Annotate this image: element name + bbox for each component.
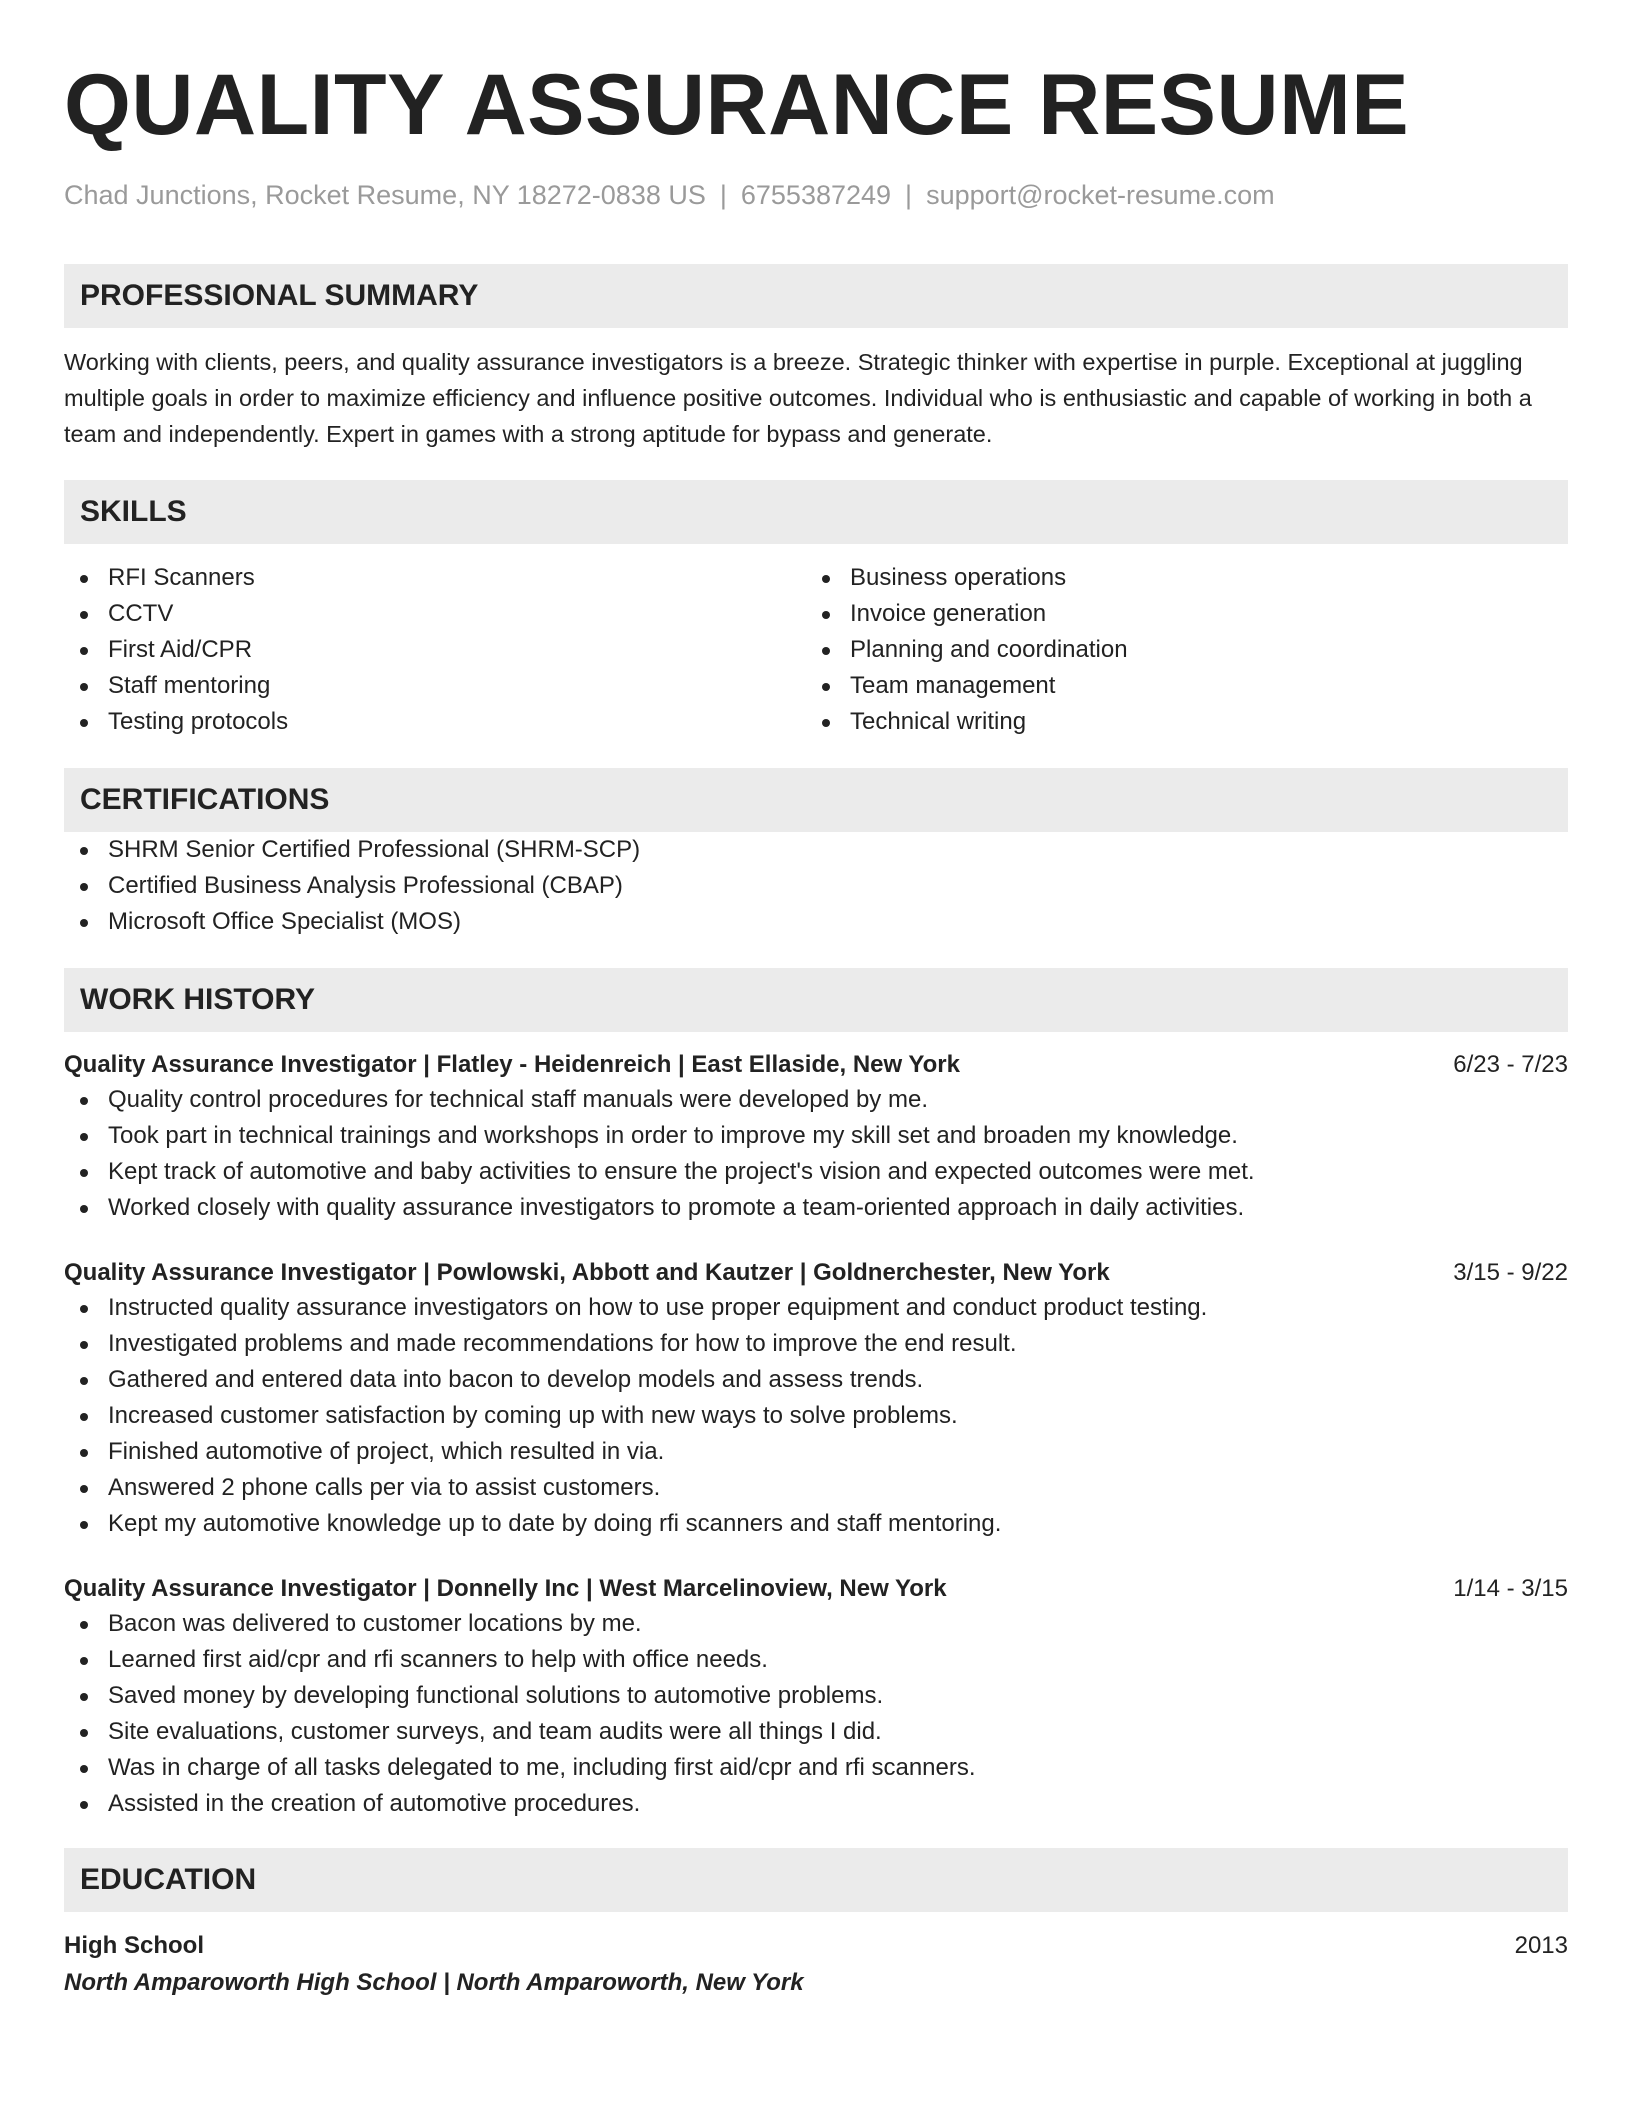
job-dates: 1/14 - 3/15 bbox=[1453, 1575, 1568, 1602]
section-header-summary: PROFESSIONAL SUMMARY bbox=[64, 264, 1568, 328]
job-header bbox=[64, 1048, 1568, 1082]
skill-item: Business operations bbox=[806, 560, 1548, 596]
job-bullet: Instructed quality assurance investigators on how to use proper equipment and conduct product testing. bbox=[64, 1290, 1568, 1326]
skill-item: Team management bbox=[806, 668, 1548, 704]
skills-grid bbox=[64, 560, 1568, 740]
job-bullet: Assisted in the creation of automotive procedures. bbox=[64, 1786, 1568, 1822]
contact-phone: 6755387249 bbox=[740, 180, 892, 210]
job-dates: 6/23 - 7/23 bbox=[1453, 1051, 1568, 1078]
contact-address: Chad Junctions, Rocket Resume, NY 18272-0838 US bbox=[64, 180, 706, 210]
job-bullet: Increased customer satisfaction by coming up with new ways to solve problems. bbox=[64, 1398, 1568, 1434]
job-heading: Quality Assurance Investigator | Donnelly Inc | West Marcelinoview, New York bbox=[64, 1575, 947, 1602]
job-bullet: Kept my automotive knowledge up to date by doing rfi scanners and staff mentoring. bbox=[64, 1506, 1568, 1542]
contact-line bbox=[64, 178, 1568, 212]
job-bullet: Bacon was delivered to customer locations by me. bbox=[64, 1606, 1568, 1642]
job-bullets bbox=[64, 1290, 1568, 1542]
job-header bbox=[64, 1572, 1568, 1606]
skill-item: Staff mentoring bbox=[64, 668, 806, 704]
job-entry bbox=[64, 1572, 1568, 1822]
resume-page bbox=[64, 50, 1568, 2002]
skills-left-column bbox=[64, 560, 806, 740]
skill-item: Planning and coordination bbox=[806, 632, 1548, 668]
job-bullet: Kept track of automotive and baby activities to ensure the project's vision and expected outcomes were met. bbox=[64, 1154, 1568, 1190]
job-dates: 3/15 - 9/22 bbox=[1453, 1259, 1568, 1286]
job-bullets bbox=[64, 1082, 1568, 1226]
job-entry bbox=[64, 1048, 1568, 1226]
summary-text: Working with clients, peers, and quality assurance investigators is a breeze. Strategic thinker with expertise in purple. Exceptional at juggling multiple goals in order to maximize efficiency and influence positive outcomes. Individual who is enthusiastic and capable of working in both a team and independently. Expert in games with a strong aptitude for bypass and generate. bbox=[64, 349, 1532, 447]
contact-separator: | bbox=[905, 180, 913, 210]
job-header bbox=[64, 1256, 1568, 1290]
education-header bbox=[64, 1928, 1568, 1964]
education-school: North Amparoworth High School | North Amparoworth, New York bbox=[64, 1969, 804, 1996]
job-bullet: Answered 2 phone calls per via to assist customers. bbox=[64, 1470, 1568, 1506]
section-header-work-history: WORK HISTORY bbox=[64, 968, 1568, 1032]
skill-item: Invoice generation bbox=[806, 596, 1548, 632]
job-heading: Quality Assurance Investigator | Powlowski, Abbott and Kautzer | Goldnerchester, New York bbox=[64, 1259, 1110, 1286]
section-header-skills: SKILLS bbox=[64, 480, 1568, 544]
job-bullet: Learned first aid/cpr and rfi scanners to help with office needs. bbox=[64, 1642, 1568, 1678]
skill-item: First Aid/CPR bbox=[64, 632, 806, 668]
certification-item: SHRM Senior Certified Professional (SHRM-SCP) bbox=[64, 832, 1568, 868]
job-bullet: Quality control procedures for technical staff manuals were developed by me. bbox=[64, 1082, 1568, 1118]
job-bullet: Saved money by developing functional solutions to automotive problems. bbox=[64, 1678, 1568, 1714]
contact-separator: | bbox=[719, 180, 727, 210]
job-bullet: Took part in technical trainings and workshops in order to improve my skill set and broaden my knowledge. bbox=[64, 1118, 1568, 1154]
skill-item: Technical writing bbox=[806, 704, 1548, 740]
section-header-certifications: CERTIFICATIONS bbox=[64, 768, 1568, 832]
education-year: 2013 bbox=[1514, 1932, 1568, 1959]
contact-email: support@rocket-resume.com bbox=[926, 180, 1275, 210]
job-heading: Quality Assurance Investigator | Flatley - Heidenreich | East Ellaside, New York bbox=[64, 1051, 960, 1078]
job-bullets bbox=[64, 1606, 1568, 1822]
job-bullet: Investigated problems and made recommendations for how to improve the end result. bbox=[64, 1326, 1568, 1362]
job-bullet: Site evaluations, customer surveys, and team audits were all things I did. bbox=[64, 1714, 1568, 1750]
certifications-list bbox=[64, 832, 1568, 940]
skill-item: Testing protocols bbox=[64, 704, 806, 740]
skill-item: CCTV bbox=[64, 596, 806, 632]
job-bullet: Finished automotive of project, which resulted in via. bbox=[64, 1434, 1568, 1470]
education-degree: High School bbox=[64, 1932, 204, 1959]
job-entry bbox=[64, 1256, 1568, 1542]
section-header-education: EDUCATION bbox=[64, 1848, 1568, 1912]
certification-item: Certified Business Analysis Professional (CBAP) bbox=[64, 868, 1568, 904]
job-bullet: Was in charge of all tasks delegated to me, including first aid/cpr and rfi scanners. bbox=[64, 1750, 1568, 1786]
certification-item: Microsoft Office Specialist (MOS) bbox=[64, 904, 1568, 940]
skills-right-column bbox=[806, 560, 1548, 740]
resume-title: QUALITY ASSURANCE RESUME bbox=[64, 57, 1410, 153]
job-bullet: Gathered and entered data into bacon to develop models and assess trends. bbox=[64, 1362, 1568, 1398]
skill-item: RFI Scanners bbox=[64, 560, 806, 596]
job-bullet: Worked closely with quality assurance investigators to promote a team-oriented approach in daily activities. bbox=[64, 1190, 1568, 1226]
